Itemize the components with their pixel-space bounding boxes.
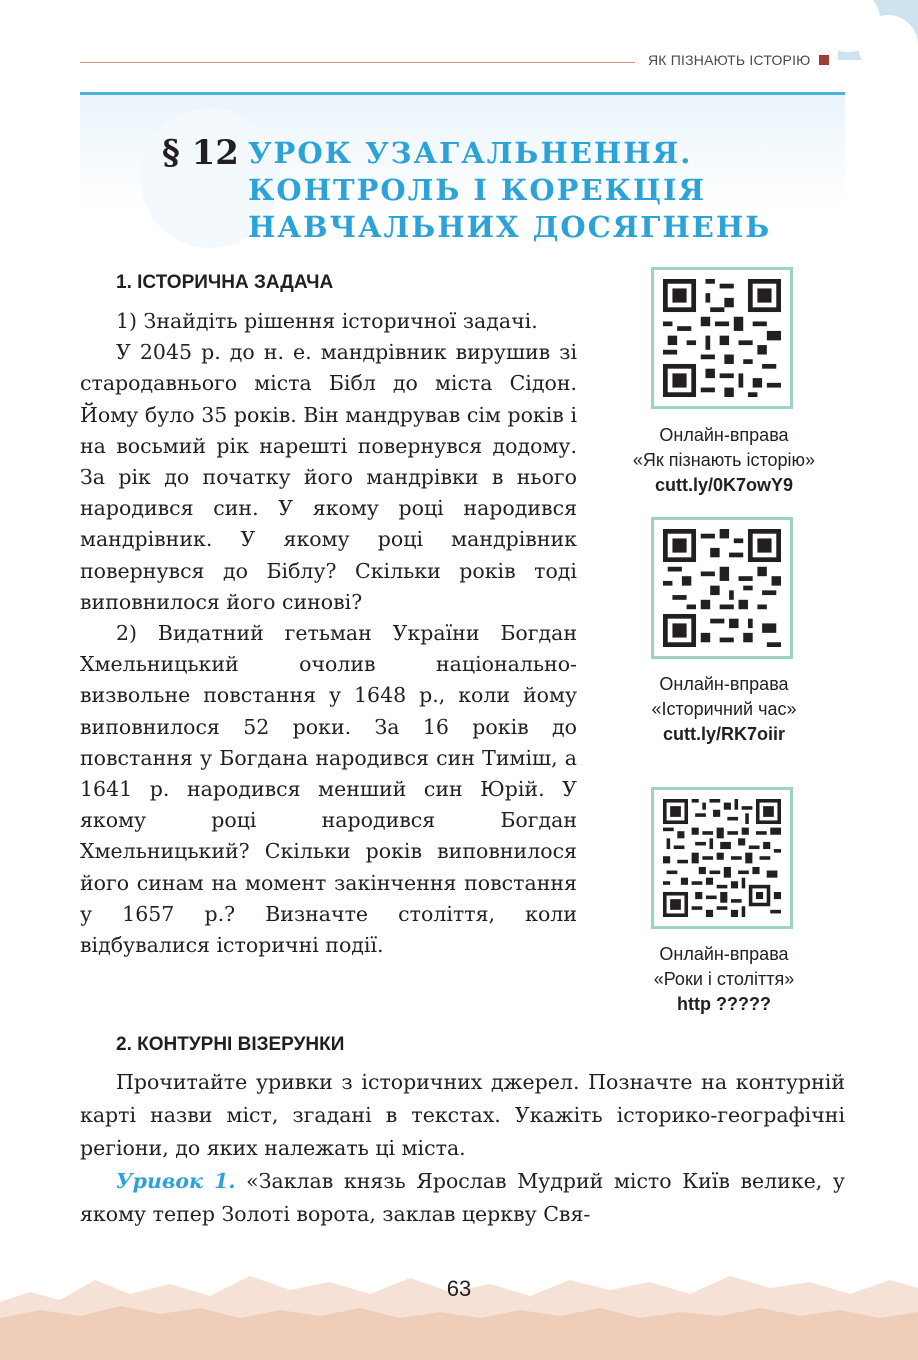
online-exercise-caption-2 <box>590 672 858 747</box>
section2-body <box>80 1066 845 1231</box>
section1-heading: 1. ІСТОРИЧНА ЗАДАЧА <box>116 272 334 293</box>
qr-code-2[interactable] <box>651 517 793 659</box>
online-exercise-caption-1 <box>590 423 858 498</box>
caption-name: «Як пізнають історію» <box>632 450 816 470</box>
qr-code-1[interactable] <box>651 267 793 409</box>
square-icon <box>819 55 829 65</box>
title-line: УРОК УЗАГАЛЬНЕННЯ. <box>248 136 693 170</box>
running-head: ЯК ПІЗНАЮТЬ ІСТОРІЮ <box>648 52 829 68</box>
section1-body <box>80 306 577 961</box>
caption-label: Онлайн-вправа <box>659 425 789 445</box>
qr-icon <box>663 529 781 647</box>
task2-text: 2) Видатний гетьман України Богдан Хмельницький очолив національно-визвольне повстання у 1648 р., коли йому виповнилося 52 роки. За 16 років до повстання у Богдана народився син Тиміш, а 1641 р. народився менший син Юрій. У якому році народився Богдан Хмельницький? Скільки років виповнилося його синам на момент закінчення повстання у 1657 р.? Визначте століття, коли відбувалися історичні події. <box>80 621 577 958</box>
title-line: КОНТРОЛЬ І КОРЕКЦІЯ <box>248 173 707 207</box>
exercise-link[interactable]: cutt.ly/0K7owY9 <box>654 475 794 495</box>
online-exercise-caption-3 <box>590 942 858 1017</box>
qr-code-3[interactable] <box>651 787 793 929</box>
section2-heading: 2. КОНТУРНІ ВІЗЕРУНКИ <box>116 1034 345 1055</box>
excerpt-1 <box>80 1165 845 1231</box>
page-title <box>248 135 771 246</box>
exercise-link[interactable]: cutt.ly/RK7oiir <box>662 724 786 744</box>
caption-label: Онлайн-вправа <box>659 944 789 964</box>
caption-label: Онлайн-вправа <box>659 674 789 694</box>
page-number: 63 <box>446 1276 472 1301</box>
title-rule <box>80 92 845 95</box>
qr-icon <box>663 799 781 917</box>
task1-text: У 2045 р. до н. е. мандрівник вирушив зі стародавнього міста Бібл до міста Сідон. Йому було 35 років. Він мандрував сім років і на восьмий рік нарешті повернувся додому. За рік до початку його мандрівки в нього народився син. У якому році народився мандрівник. У якому році мандрівник повернувся до Біблу? Скільки років тоді виповнилося його синові? <box>80 340 577 614</box>
task1-intro: 1) Знайдіть рішення історичної задачі. <box>116 309 538 333</box>
exercise-link[interactable]: http ????? <box>677 994 771 1014</box>
excerpt-text: «Заклав князь Ярослав Мудрий місто Київ велике, у якому тепер Золоті ворота, заклав церкву Свя- <box>80 1169 845 1226</box>
paragraph-number: § 12 <box>162 133 239 173</box>
header-rule <box>80 62 635 63</box>
section2-text: Прочитайте уривки з історичних джерел. Позначте на контурній карті назви міст, згадані в текстах. Укажіть історико-географічні регіони, до яких належать ці міста. <box>80 1070 845 1160</box>
caption-name: «Історичний час» <box>651 699 797 719</box>
excerpt-label: Уривок 1. <box>116 1169 236 1193</box>
qr-icon <box>663 279 781 397</box>
title-line: НАВЧАЛЬНИХ ДОСЯГНЕНЬ <box>248 210 772 244</box>
caption-name: «Роки і століття» <box>653 969 795 989</box>
